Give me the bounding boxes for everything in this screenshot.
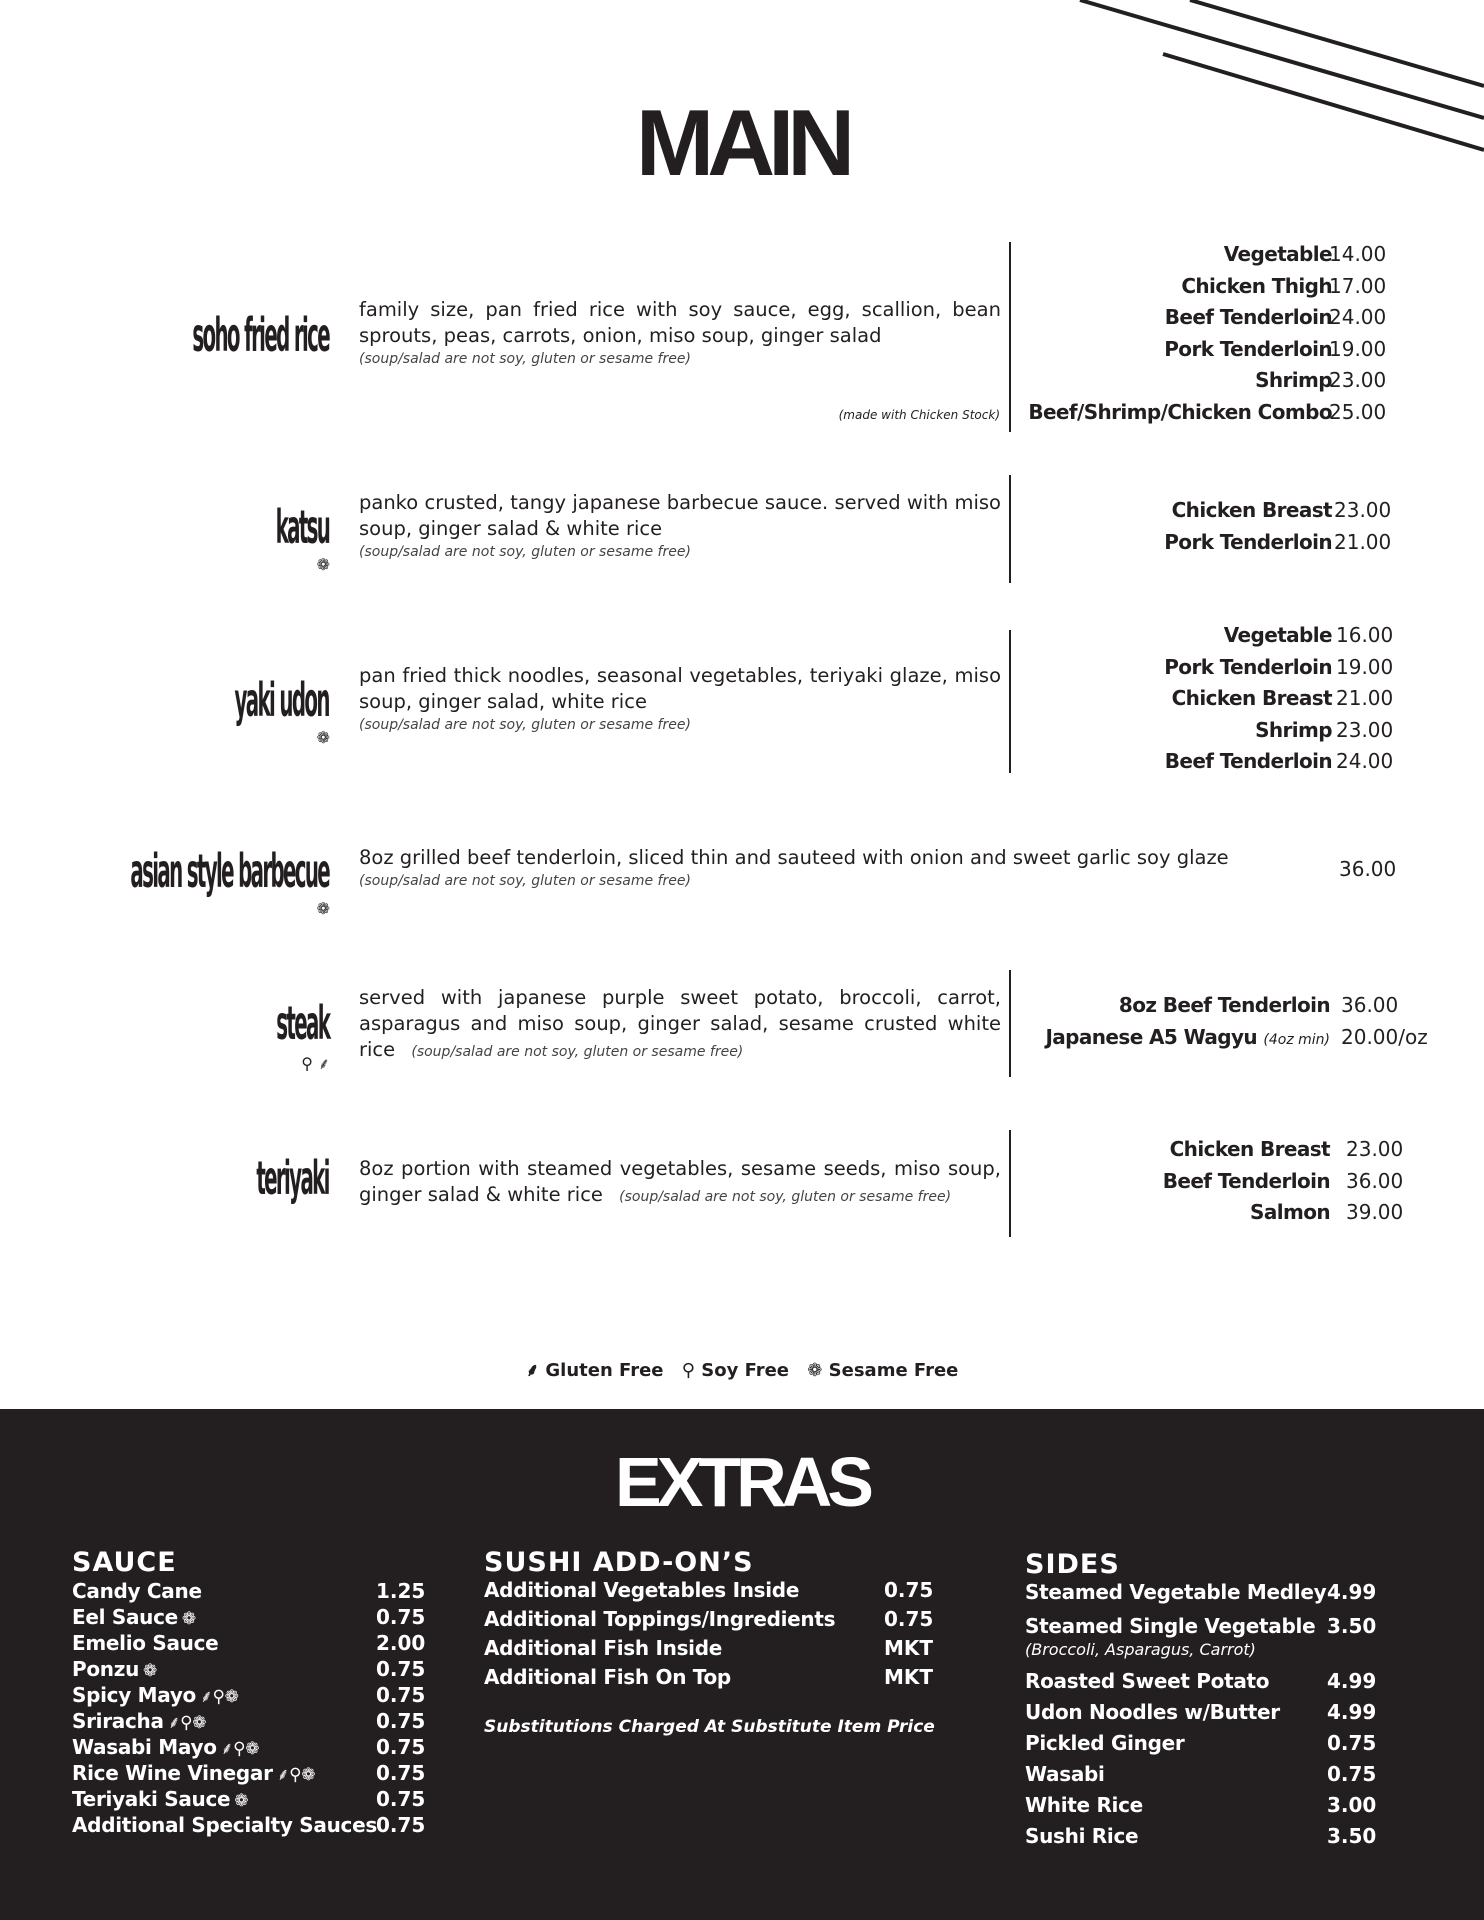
price-label <box>950 993 1330 1017</box>
price-value: 19.00 <box>1336 655 1394 679</box>
description-text: pan fried thick noodles, seasonal vegetables, teriyaki glaze, miso soup, ginger salad, white rice <box>359 664 1001 713</box>
price-row <box>1014 1137 1454 1168</box>
sauce-label-text: Wasabi Mayo <box>72 1735 217 1759</box>
addon-price: 0.75 <box>884 1607 934 1631</box>
description-text: 8oz grilled beef tenderloin, sliced thin and sauteed with onion and sweet garlic soy glaze <box>359 846 1229 869</box>
price-label: Pork Tenderloin <box>1164 655 1332 679</box>
price-value: 36.00 <box>1346 1169 1404 1193</box>
price-value: 23.00 <box>1329 368 1387 392</box>
price-label: Chicken Thigh <box>1181 274 1332 298</box>
price-row <box>1014 749 1454 780</box>
sauce-price: 2.00 <box>376 1631 426 1655</box>
side-label: Wasabi <box>1025 1762 1105 1786</box>
dish-description <box>359 845 1259 891</box>
allergen-note: (soup/salad are not soy, gluten or sesame free) <box>411 1044 744 1060</box>
allergen-icons: ⸙⚲❁ <box>167 1713 207 1733</box>
sauce-item <box>72 1709 426 1735</box>
legend-label: Gluten Free <box>545 1360 664 1381</box>
addon-item <box>484 1578 944 1604</box>
addon-item <box>484 1665 944 1691</box>
sauce-label <box>72 1631 222 1655</box>
price-label-text: Japanese A5 Wagyu <box>1045 1025 1258 1049</box>
side-price: 3.50 <box>1327 1824 1377 1848</box>
price-label: Pork Tenderloin <box>1164 337 1332 361</box>
sauce-item <box>72 1605 426 1631</box>
addon-price: 0.75 <box>884 1578 934 1602</box>
price-value: 20.00/oz <box>1341 1025 1428 1049</box>
side-price: 4.99 <box>1327 1580 1377 1604</box>
stock-note: (made with Chicken Stock) <box>838 408 1000 422</box>
sauce-item <box>72 1683 426 1709</box>
legend-sesame-free <box>807 1360 958 1381</box>
allergen-icons: ⸙⚲❁ <box>276 1765 316 1785</box>
allergen-note: (soup/salad are not soy, gluten or sesame free) <box>359 717 691 733</box>
sauce-price: 0.75 <box>376 1735 426 1759</box>
price-value: 39.00 <box>1346 1200 1404 1224</box>
side-item <box>1025 1762 1425 1788</box>
sauce-heading: SAUCE <box>72 1547 177 1578</box>
price-value: 17.00 <box>1329 274 1387 298</box>
price-label-text: 8oz Beef Tenderloin <box>1118 993 1330 1017</box>
sauce-label <box>72 1683 239 1707</box>
price-label: Salmon <box>1250 1200 1330 1224</box>
price-value: 21.00 <box>1334 530 1392 554</box>
side-item <box>1025 1731 1425 1757</box>
side-label: Udon Noodles w/Butter <box>1025 1700 1280 1724</box>
sauce-label <box>72 1761 315 1785</box>
legend-label: Sesame Free <box>828 1360 959 1381</box>
substitutions-note: Substitutions Charged At Substitute Item Price <box>484 1717 935 1737</box>
price-value: 16.00 <box>1336 623 1394 647</box>
dish-name: steak <box>276 997 329 1052</box>
sauce-label-text: Additional Specialty Sauces <box>72 1813 377 1837</box>
allergen-icons: ⸙⚲❁ <box>220 1739 260 1759</box>
price-value: 24.00 <box>1329 305 1387 329</box>
price-row <box>1014 1169 1454 1200</box>
dish-name: soho fried rice <box>192 309 329 364</box>
divider-line <box>1009 970 1011 1077</box>
side-sub-note: (Broccoli, Asparagus, Carrot) <box>1025 1640 1256 1659</box>
price-row <box>1014 337 1454 368</box>
allergen-note: (soup/salad are not soy, gluten or sesame free) <box>619 1189 952 1205</box>
allergen-icons: ⸙⚲❁ <box>200 1687 239 1707</box>
side-item <box>1025 1700 1425 1726</box>
sauce-label <box>72 1735 259 1759</box>
side-price: 0.75 <box>1327 1731 1377 1755</box>
side-price: 4.99 <box>1327 1700 1377 1724</box>
allergen-legend <box>0 1358 1484 1382</box>
allergen-note: (soup/salad are not soy, gluten or sesame free) <box>359 544 691 560</box>
price-row <box>1014 530 1454 561</box>
price-row <box>1014 993 1454 1024</box>
side-item <box>1025 1669 1425 1695</box>
side-item <box>1025 1824 1425 1850</box>
side-price: 4.99 <box>1327 1669 1377 1693</box>
sesame-free-icon: ❁ <box>316 555 330 574</box>
sesame-free-icon: ❁ <box>316 728 330 747</box>
sauce-label-text: Sriracha <box>72 1709 164 1733</box>
price-label: Chicken Breast <box>1171 686 1332 710</box>
price-label: Beef/Shrimp/Chicken Combo <box>1028 400 1332 424</box>
side-item <box>1025 1793 1425 1819</box>
price-value: 25.00 <box>1329 400 1387 424</box>
price-value: 21.00 <box>1336 686 1394 710</box>
divider-line <box>1009 242 1011 432</box>
price-row <box>1014 368 1454 399</box>
sauce-label <box>72 1605 196 1629</box>
sauce-item <box>72 1735 426 1761</box>
addon-price: MKT <box>884 1665 934 1689</box>
side-price: 3.00 <box>1327 1793 1377 1817</box>
sauce-price: 0.75 <box>376 1683 426 1707</box>
allergen-icons: ❁ <box>143 1661 157 1681</box>
price-value: 36.00 <box>1339 857 1397 881</box>
sauce-item <box>72 1761 426 1787</box>
price-row <box>1014 1025 1454 1056</box>
sauce-label-text: Teriyaki Sauce <box>72 1787 231 1811</box>
dish-description <box>359 1156 1001 1208</box>
price-value: 23.00 <box>1336 718 1394 742</box>
addon-item <box>484 1636 944 1662</box>
sauce-item <box>72 1787 426 1813</box>
price-label: Pork Tenderloin <box>1164 530 1332 554</box>
price-value: 14.00 <box>1329 242 1387 266</box>
price-label: Beef Tenderloin <box>1164 749 1332 773</box>
extras-section <box>0 1409 1484 1920</box>
legend-label: Soy Free <box>701 1360 790 1381</box>
extras-title: EXTRAS <box>615 1443 869 1521</box>
addon-label: Additional Fish On Top <box>484 1665 731 1689</box>
sauce-item <box>72 1579 426 1605</box>
sauce-item <box>72 1813 426 1839</box>
price-value: 19.00 <box>1329 337 1387 361</box>
allergen-icons: ❁ <box>234 1791 249 1811</box>
sesame-free-icon: ❁ <box>807 1360 823 1381</box>
side-item <box>1025 1580 1425 1606</box>
dish-description <box>359 985 1001 1063</box>
addon-item <box>484 1607 944 1633</box>
allergen-icons: ❁ <box>181 1609 196 1629</box>
dish-name: yaki udon <box>234 674 329 729</box>
price-label: Beef Tenderloin <box>1164 305 1332 329</box>
sauce-label <box>72 1709 206 1733</box>
side-label: Pickled Ginger <box>1025 1731 1185 1755</box>
addon-label: Additional Vegetables Inside <box>484 1578 800 1602</box>
sauce-label-text: Rice Wine Vinegar <box>72 1761 273 1785</box>
dish-description <box>359 490 1001 562</box>
price-row <box>1014 655 1454 686</box>
sauce-price: 0.75 <box>376 1605 426 1629</box>
divider-line <box>1009 475 1011 583</box>
dish-description <box>359 297 1001 369</box>
legend-gluten-free <box>526 1360 664 1381</box>
sauce-label-text: Eel Sauce <box>72 1605 178 1629</box>
divider-line <box>1009 630 1011 773</box>
side-label: Roasted Sweet Potato <box>1025 1669 1270 1693</box>
description-text: served with japanese purple sweet potato, broccoli, carrot, asparagus and miso soup, ginger salad, sesame crusted white rice <box>359 986 1001 1061</box>
dish-name: teriyaki <box>256 1152 329 1207</box>
sauce-item <box>72 1631 426 1657</box>
sesame-free-icon: ❁ <box>316 899 330 918</box>
allergen-note: (soup/salad are not soy, gluten or sesame free) <box>359 351 691 367</box>
addon-label: Additional Fish Inside <box>484 1636 723 1660</box>
price-label: Chicken Breast <box>1169 1137 1330 1161</box>
price-label: Chicken Breast <box>1171 498 1332 522</box>
description-text: 8oz portion with steamed vegetables, sesame seeds, miso soup, ginger salad & white rice <box>359 1157 1001 1206</box>
allergen-note: (soup/salad are not soy, gluten or sesame free) <box>359 873 691 889</box>
addon-price: MKT <box>884 1636 934 1660</box>
sauce-label-text: Ponzu <box>72 1657 140 1681</box>
sauce-label <box>72 1579 206 1603</box>
price-qualifier: (4oz min) <box>1263 1032 1330 1048</box>
price-row <box>1014 718 1454 749</box>
price-row <box>1014 305 1454 336</box>
price-row <box>1014 242 1454 273</box>
sides-heading: SIDES <box>1025 1549 1120 1580</box>
price-row <box>1014 1200 1454 1231</box>
price-value: 24.00 <box>1336 749 1394 773</box>
price-label: Shrimp <box>1255 368 1332 392</box>
price-value: 23.00 <box>1334 498 1392 522</box>
sauce-label <box>72 1657 157 1681</box>
price-value: 36.00 <box>1341 993 1399 1017</box>
dish-name: katsu <box>275 501 329 556</box>
sauce-label <box>72 1787 248 1811</box>
price-value: 23.00 <box>1346 1137 1404 1161</box>
sauce-price: 0.75 <box>376 1657 426 1681</box>
price-row <box>1014 686 1454 717</box>
addon-label: Additional Toppings/Ingredients <box>484 1607 836 1631</box>
price-row <box>1014 400 1454 431</box>
sauce-price: 0.75 <box>376 1813 426 1837</box>
price-label: Beef Tenderloin <box>1162 1169 1330 1193</box>
sauce-price: 0.75 <box>376 1709 426 1733</box>
side-label: Steamed Single Vegetable <box>1025 1614 1316 1638</box>
main-title: MAIN <box>635 90 849 195</box>
sauce-label-text: Spicy Mayo <box>72 1683 196 1707</box>
dish-name: asian style barbecue <box>130 845 329 900</box>
side-price: 0.75 <box>1327 1762 1377 1786</box>
description-text: panko crusted, tangy japanese barbecue sauce. served with miso soup, ginger salad & white rice <box>359 491 1001 540</box>
sauce-label-text: Emelio Sauce <box>72 1631 219 1655</box>
sauce-price: 1.25 <box>376 1579 426 1603</box>
side-price: 3.50 <box>1327 1614 1377 1638</box>
soy-free-gluten-free-icons: ⚲ ⸙ <box>301 1054 330 1073</box>
side-label: Sushi Rice <box>1025 1824 1139 1848</box>
side-label: Steamed Vegetable Medley <box>1025 1580 1327 1604</box>
legend-soy-free <box>682 1360 789 1381</box>
side-label: White Rice <box>1025 1793 1143 1817</box>
sauce-price: 0.75 <box>376 1787 426 1811</box>
sushi-addons-heading: SUSHI ADD-ON’S <box>484 1547 754 1578</box>
sauce-item <box>72 1657 426 1683</box>
gluten-free-icon: ⸙ <box>525 1360 540 1381</box>
sauce-label <box>72 1813 381 1837</box>
description-text: family size, pan fried rice with soy sauce, egg, scallion, bean sprouts, peas, carrots, onion, miso soup, ginger salad <box>359 298 1001 347</box>
sauce-price: 0.75 <box>376 1761 426 1785</box>
price-label: Shrimp <box>1255 718 1332 742</box>
price-row <box>1014 498 1454 529</box>
price-label: Vegetable <box>1223 623 1332 647</box>
side-item <box>1025 1614 1425 1640</box>
price-row <box>1014 274 1454 305</box>
sauce-label-text: Candy Cane <box>72 1579 202 1603</box>
price-row <box>1014 623 1454 654</box>
price-label: Vegetable <box>1223 242 1332 266</box>
dish-description <box>359 663 1001 735</box>
soy-free-icon: ⚲ <box>681 1360 695 1381</box>
price-label <box>950 1025 1330 1049</box>
